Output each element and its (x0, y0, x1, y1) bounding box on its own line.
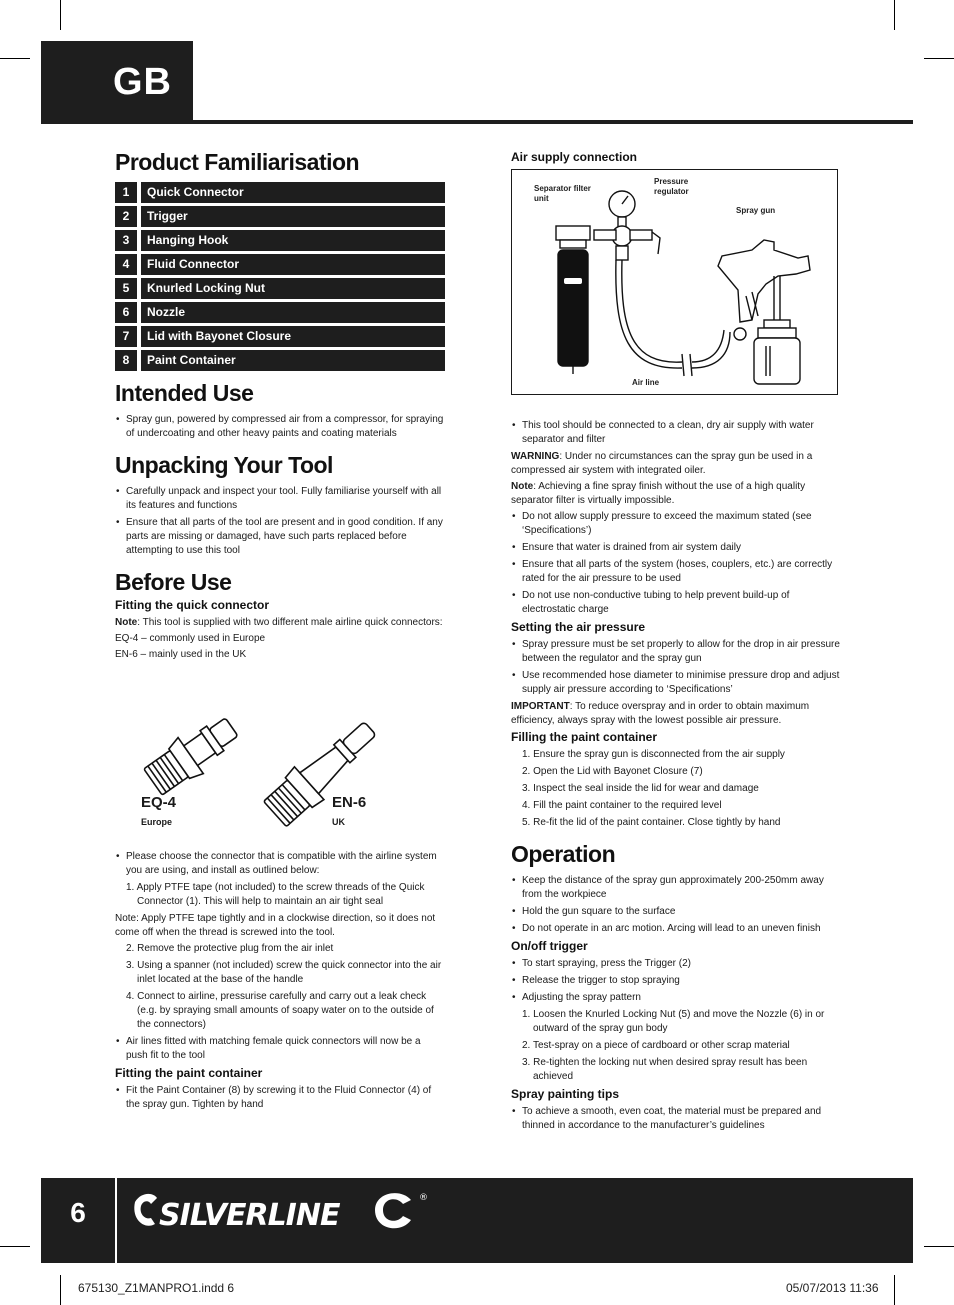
step-item: 2. Test-spray on a piece of cardboard or other scrap material (522, 1040, 790, 1051)
eq4-label: EQ-4 (141, 794, 177, 811)
install-steps (126, 881, 445, 909)
step-item: 5. Re-fit the lid of the paint container. Close tightly by hand (522, 817, 781, 828)
list-item: • Spray pressure must be set properly to allow for the drop in air pressure between the regulator and the spray gun (511, 638, 841, 666)
list-item: • To start spraying, press the Trigger (2) (511, 957, 841, 971)
footer-divider (115, 1178, 117, 1263)
unpacking-list (115, 485, 445, 558)
air-system-list (511, 510, 841, 617)
step-item: 1. Ensure the spray gun is disconnected from the air supply (522, 749, 785, 760)
subheading-filling-paint-container: Filling the paint container (511, 730, 658, 744)
section-title-operation: Operation (511, 841, 616, 867)
section-title-before-use: Before Use (115, 569, 232, 595)
list-item: • Do not allow supply pressure to exceed the maximum stated (see ‘Specifications’) (511, 510, 841, 538)
part-number: 4 (115, 254, 137, 275)
crop-mark (60, 1275, 61, 1305)
registered-mark: ® (419, 1193, 428, 1203)
list-item: • Ensure that all parts of the tool are present and in good condition. If any parts are missing or damaged, have such parts replaced before attempting to use this tool (115, 516, 445, 558)
crop-mark (0, 1246, 30, 1247)
paint-container-list (115, 1084, 445, 1112)
list-item: • Hold the gun square to the surface (511, 905, 841, 919)
step-item: 1. Loosen the Knurled Locking Nut (5) and move the Nozzle (6) in or outward of the spray gun body (522, 1009, 825, 1034)
part-number: 3 (115, 230, 137, 251)
part-row (115, 230, 445, 251)
part-number: 6 (115, 302, 137, 323)
crop-mark (924, 1246, 954, 1247)
list-item: • Do not use non-conductive tubing to help prevent build-up of electrostatic charge (511, 589, 841, 617)
brand-wordmark: SILVERLINE (159, 1198, 340, 1233)
part-label: Nozzle (141, 302, 445, 323)
operation-list (511, 874, 841, 936)
warning-label: WARNING (511, 451, 560, 462)
install-list (115, 850, 445, 878)
subheading-setting-air-pressure: Setting the air pressure (511, 620, 646, 634)
part-label: Trigger (141, 206, 445, 227)
eq4-description: EQ-4 – commonly used in Europe (115, 633, 266, 644)
connector-figure (115, 664, 445, 844)
fill-steps (522, 748, 841, 830)
part-label: Knurled Locking Nut (141, 278, 445, 299)
list-item: • Ensure that all parts of the system (hoses, couplers, etc.) are correctly rated for the air pressure to be used (511, 558, 841, 586)
list-item: • Do not operate in an arc motion. Arcing will lead to an uneven finish (511, 922, 841, 936)
crop-mark (894, 0, 895, 30)
part-label: Hanging Hook (141, 230, 445, 251)
list-item: • Please choose the connector that is compatible with the airline system you are using, and install as outlined below: (115, 850, 445, 878)
part-row (115, 326, 445, 347)
en6-label: EN-6 (332, 794, 367, 811)
note-text: : Achieving a fine spray finish without the use of a high quality separator filter is virtually impossible. (511, 481, 806, 506)
section-title-product-familiarisation: Product Familiarisation (115, 149, 360, 175)
install-steps-continued (126, 942, 445, 1032)
part-row (115, 350, 445, 371)
header-rule (193, 120, 913, 124)
list-item: • Adjusting the spray pattern (511, 991, 841, 1005)
language-code: GB (113, 61, 172, 103)
list-item: • This tool should be connected to a clean, dry air supply with water separator and filter (511, 419, 841, 447)
slug-filename: 675130_Z1MANPRO1.indd 6 (78, 1281, 235, 1295)
subheading-spray-painting-tips: Spray painting tips (511, 1087, 620, 1101)
subheading-air-supply: Air supply connection (511, 150, 638, 164)
part-number: 5 (115, 278, 137, 299)
part-number: 7 (115, 326, 137, 347)
part-row (115, 182, 445, 203)
parts-list (115, 182, 445, 371)
part-number: 2 (115, 206, 137, 227)
list-item: • Keep the distance of the spray gun approximately 200-250mm away from the workpiece (511, 874, 841, 902)
warning-paragraph (511, 450, 841, 478)
subheading-on-off-trigger: On/off trigger (511, 939, 588, 953)
part-row (115, 278, 445, 299)
warning-text: : Under no circumstances can the spray gun be used in a compressed air system with integrated oiler. (511, 451, 813, 476)
part-label: Lid with Bayonet Closure (141, 326, 445, 347)
list-item: • Carefully unpack and inspect your tool. Fully familiarise yourself with all its features and functions (115, 485, 445, 513)
en6-description: EN-6 – mainly used in the UK (115, 649, 247, 660)
step-item: 2. Remove the protective plug from the air inlet (126, 943, 334, 954)
en6-region: UK (332, 817, 345, 827)
step-item: 3. Re-tighten the locking nut when desired spray result has been achieved (522, 1057, 808, 1082)
step-item: 3. Using a spanner (not included) screw the quick connector into the air inlet located at the base of the handle (126, 960, 442, 985)
separator-filter-label: Separator filter unit (534, 184, 591, 203)
push-fit-list (115, 1035, 445, 1063)
air-line-label: Air line (632, 378, 660, 387)
part-label: Paint Container (141, 350, 445, 371)
list-item: • To achieve a smooth, even coat, the material must be prepared and thinned in accordance to the manufacturer’s guidelines (511, 1105, 841, 1133)
note-text: : This tool is supplied with two different male airline quick connectors: (137, 617, 443, 628)
section-title-intended-use: Intended Use (115, 380, 254, 406)
subheading-fitting-quick-connector: Fitting the quick connector (115, 598, 270, 612)
page-number: 6 (70, 1197, 86, 1228)
important-label: IMPORTANT (511, 701, 570, 712)
subheading-fitting-paint-container: Fitting the paint container (115, 1066, 263, 1080)
intended-use-list (115, 413, 445, 441)
spray-gun-label: Spray gun (736, 206, 776, 215)
list-item: • Ensure that water is drained from air system daily (511, 541, 841, 555)
note-paragraph (115, 616, 445, 630)
list-item: • Fit the Paint Container (8) by screwing it to the Fluid Connector (4) of the spray gun. Tighten by hand (115, 1084, 445, 1112)
left-column (115, 148, 445, 1115)
part-row (115, 254, 445, 275)
air-supply-list (511, 419, 841, 447)
tips-list (511, 1105, 841, 1133)
list-item: • Use recommended hose diameter to minimise pressure drop and adjust supply air pressure according to ‘Specifications’ (511, 669, 841, 697)
pattern-steps (522, 1008, 841, 1084)
important-paragraph (511, 700, 841, 728)
part-row (115, 302, 445, 323)
part-label: Quick Connector (141, 182, 445, 203)
air-supply-diagram (511, 169, 838, 395)
list-item: • Release the trigger to stop spraying (511, 974, 841, 988)
slug-date: 05/07/2013 11:36 (786, 1281, 879, 1295)
language-tab (41, 41, 193, 124)
step-item: 4. Fill the paint container to the required level (522, 800, 722, 811)
silverline-logo (131, 1188, 431, 1238)
crop-mark (924, 58, 954, 59)
crop-mark (894, 1275, 895, 1305)
note-label: Note (511, 481, 534, 492)
part-row (115, 206, 445, 227)
part-number: 1 (115, 182, 137, 203)
part-number: 8 (115, 350, 137, 371)
ptfe-note: Note: Apply PTFE tape tightly and in a clockwise direction, so it does not come off when the thread is screwed into the tool. (115, 913, 436, 938)
trigger-list (511, 957, 841, 1005)
step-item: 3. Inspect the seal inside the lid for wear and damage (522, 783, 759, 794)
crop-mark (0, 58, 30, 59)
list-item: • Air lines fitted with matching female quick connectors will now be a push fit to the tool (115, 1035, 445, 1063)
section-title-unpacking: Unpacking Your Tool (115, 452, 333, 478)
important-text: : To reduce overspray and in order to obtain maximum efficiency, always spray with the lowest possible air pressure. (511, 701, 810, 726)
step-item: 1. Apply PTFE tape (not included) to the screw threads of the Quick Connector (1). This will help to maintain an air tight seal (126, 882, 425, 907)
crop-mark (60, 0, 61, 30)
right-column (511, 148, 841, 1136)
step-item: 4. Connect to airline, pressurise carefully and carry out a leak check (e.g. by spraying small amounts of soapy water on to the outside of the connectors) (126, 991, 434, 1030)
eq4-region: Europe (141, 817, 173, 827)
part-label: Fluid Connector (141, 254, 445, 275)
note-label: Note (115, 617, 138, 628)
pressure-regulator-label: Pressure regulator (654, 177, 689, 196)
step-item: 2. Open the Lid with Bayonet Closure (7) (522, 766, 703, 777)
silverline-logo-mark (131, 1188, 431, 1238)
note-paragraph (511, 480, 841, 508)
list-item: • Spray gun, powered by compressed air from a compressor, for spraying of undercoating and other heavy paints and coating materials (115, 413, 445, 441)
air-pressure-list (511, 638, 841, 697)
page-footer (41, 1178, 913, 1263)
